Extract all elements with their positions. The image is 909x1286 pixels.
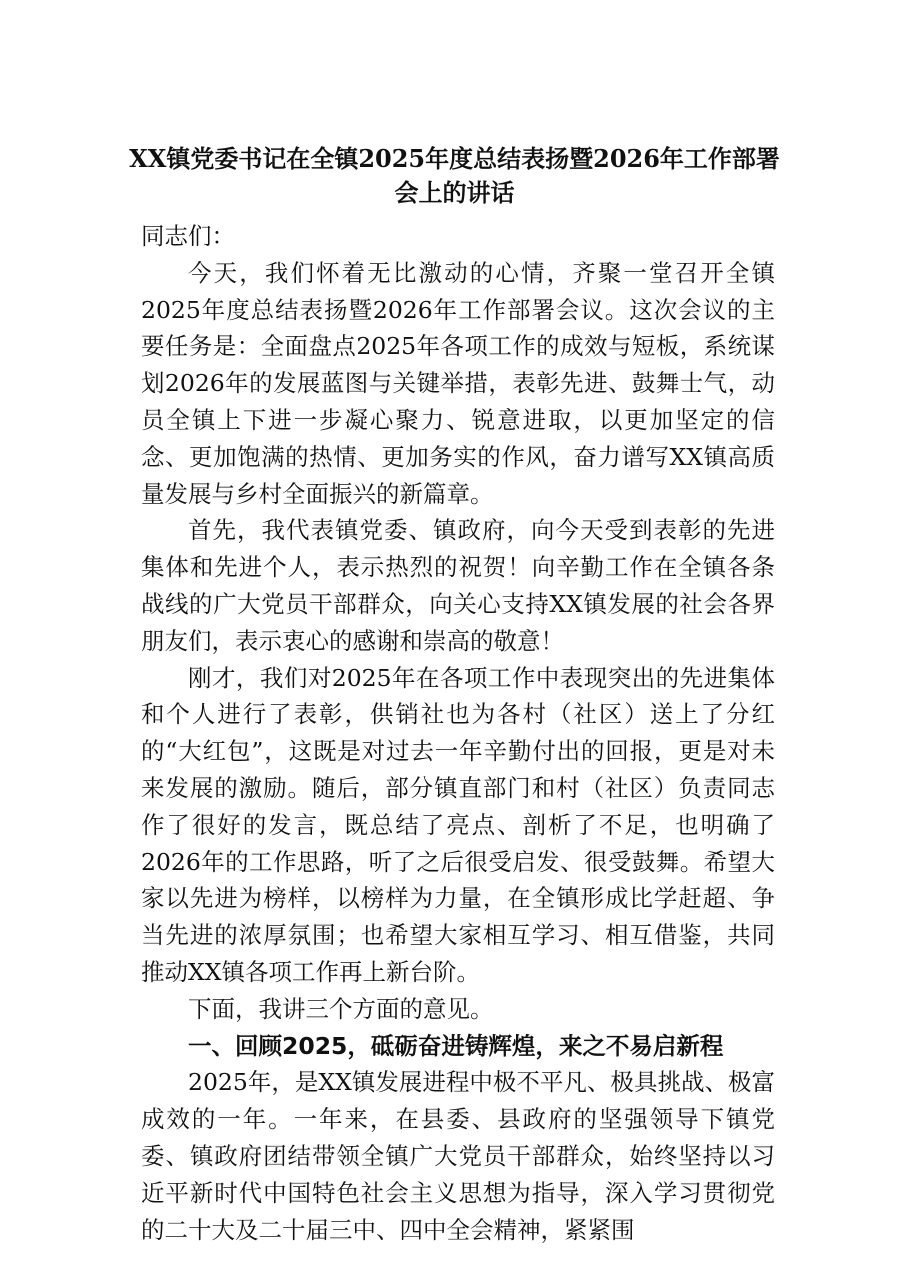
document-title: XX镇党委书记在全镇2025年度总结表扬暨2026年工作部署会上的讲话	[129, 144, 780, 207]
salutation: 同志们：	[141, 222, 235, 250]
document-body	[141, 218, 775, 1248]
paragraph-commendation: 刚才，我们对2025年在各项工作中表现突出的先进集体和个人进行了表彰，供销社也为各村（社区）送上了分红的“大红包”，这既是对过去一年辛勤付出的回报，更是对未来发展的激励。随后，部分镇直部门和村（社区）负责同志作了很好的发言，既总结了亮点、剖析了不足，也明确了2026年的工作思路，听了之后很受启发、很受鼓舞。希望大家以先进为榜样，以榜样为力量，在全镇形成比学赶超、争当先进的浓厚氛围；也希望大家相互学习、相互借鉴，共同推动XX镇各项工作再上新台阶。	[141, 663, 775, 986]
paragraph-outline: 下面，我讲三个方面的意见。	[188, 994, 494, 1023]
section-heading: 一、回顾2025，砥砺奋进铸辉煌，来之不易启新程	[188, 1031, 724, 1060]
paragraph-thanks: 首先，我代表镇党委、镇政府，向今天受到表彰的先进集体和先进个人，表示热烈的祝贺！向辛勤工作在全镇各条战线的广大党员干部群众，向关心支持XX镇发展的社会各界朋友们，表示衷心的感谢和崇高的敬意！	[141, 516, 775, 655]
paragraph-intro: 今天，我们怀着无比激动的心情，齐聚一堂召开全镇2025年度总结表扬暨2026年工作部署会议。这次会议的主要任务是：全面盘点2025年各项工作的成效与短板，系统谋划2026年的发展蓝图与关键举措，表彰先进、鼓舞士气，动员全镇上下进一步凝心聚力、锐意进取，以更加坚定的信念、更加饱满的热情、更加务实的作风，奋力谱写XX镇高质量发展与乡村全面振兴的新篇章。	[141, 258, 775, 508]
paragraph-review: 2025年，是XX镇发展进程中极不平凡、极具挑战、极富成效的一年。一年来，在县委、县政府的坚强领导下镇党委、镇政府团结带领全镇广大党员干部群众，始终坚持以习近平新时代中国特色社会主义思想为指导，深入学习贯彻党的二十大及二十届三中、四中全会精神，紧紧围	[141, 1068, 775, 1244]
